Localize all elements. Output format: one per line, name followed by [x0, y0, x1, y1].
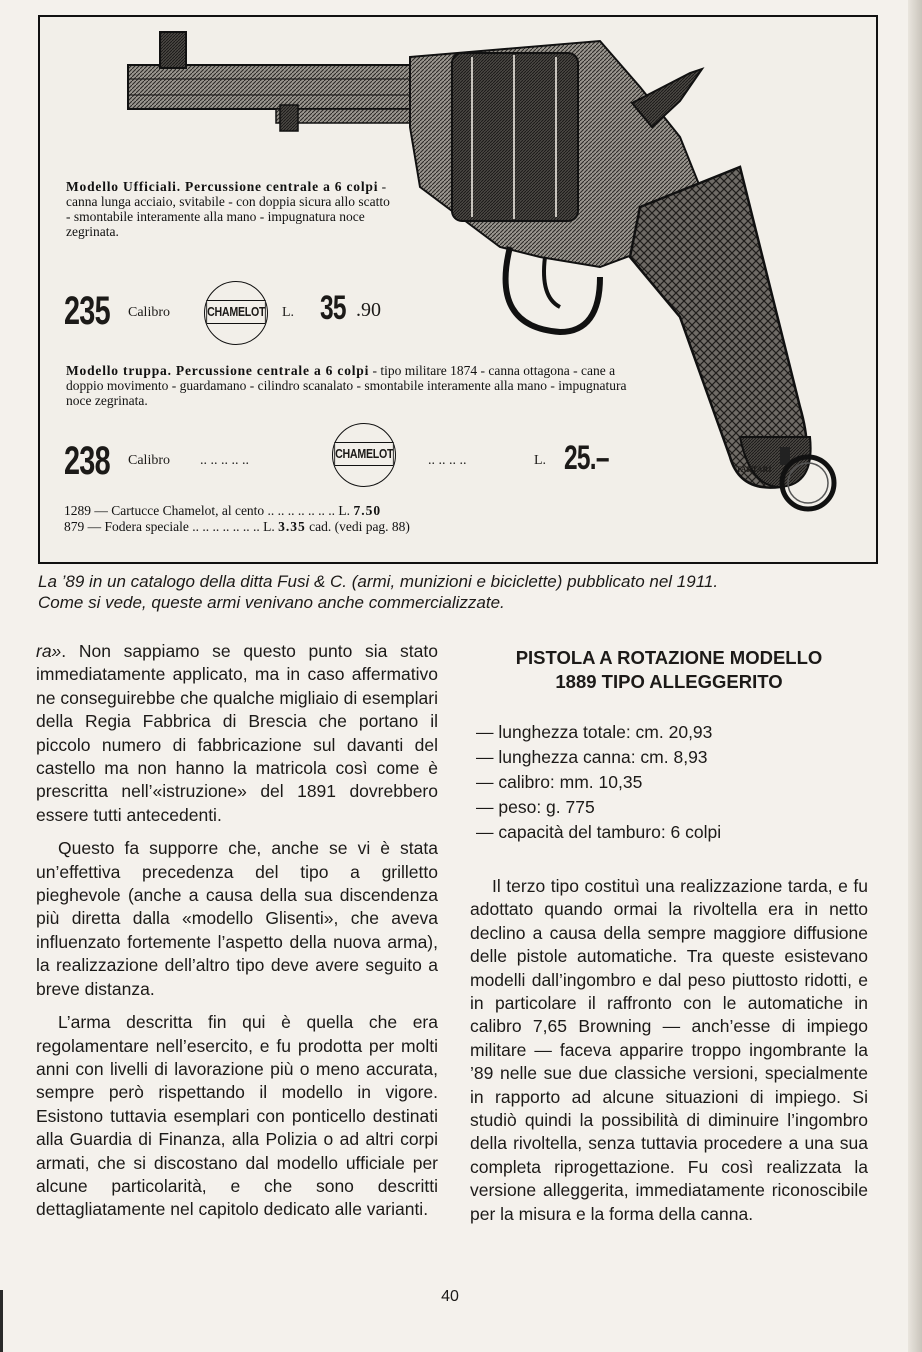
price-value: 25.–: [564, 439, 609, 477]
entry-description: - canna lunga acciaio, svitabile - con doppia sicura allo scatto - smontabile interamente alla mano - impugnatura noce zegrinata.: [66, 179, 390, 239]
figure-caption: La ’89 in un catalogo della ditta Fusi & C. (armi, munizioni e biciclette) pubblicato nel 1911. Come si vede, queste armi venivano anche commercializzate.: [38, 572, 719, 612]
paragraph: L’arma descritta fin qui è quella che era regolamentare nell’esercito, e fu prodotta per molti anni con livelli di lavorazione più o meno accurata, sempre però rispettando il modello in vigore. Esistono tuttavia esemplari con ponticello destinati alla Guardia di Finanza, alla Polizia o ad altri corpi armati, che si discostano dal modello ufficiale per alcune particolarità, e che sono descritti dettagliatamente nel capitolo dedicato alle varianti.: [36, 1012, 438, 1220]
price-cents: .90: [356, 299, 381, 321]
spec-list: [476, 720, 868, 845]
paragraph: Questo fa supporre che, anche se vi è stata un’effettiva precedenza del tipo a grilletto pieghevole (anche a causa della sua discendenza più diretta dalla «modello Glisenti», che aveva influenzato fortemente l’aspetto della nuova arma), la realizzazione dell’altro tipo deve avere seguito a breve distanza.: [36, 838, 438, 999]
list-item: 1289 — Cartucce Chamelot, al cento .. .. .. .. .. .. .. L. 7.50: [64, 503, 382, 518]
left-column: [36, 640, 438, 1222]
right-column: [470, 646, 868, 1226]
price-value: 35: [320, 289, 346, 327]
chamelot-stamp: CHAMELOT: [204, 281, 268, 345]
entry-heading: Modello truppa. Percussione centrale a 6 colpi: [66, 363, 370, 378]
engraver-mark: TARTARI: [736, 465, 772, 474]
paragraph: Il terzo tipo costituì una realizzazione tarda, e fu adottato quando ormai la rivoltella era in netto declino a causa della sempre maggiore diffusione delle pistole automatiche. Tra queste esistevano modelli dall’ingombro e dal peso piuttosto ridotti, e in particolare il raffronto con le automatiche in calibro 7,65 Browning — anch’esse di impiego militare — faceva apparire troppo ingombrante la ’89 nelle sue due classiche versioni, specialmente in rapporto ad alcune situazioni di impiego. Si studiò quindi la possibilità di diminuire l’ingombro della rivoltella, senza tuttavia procedere a una sua completa riprogettazione. Fu così realizzata la versione alleggerita, immediatamente riconoscibile per la misura e la forma della canna.: [470, 876, 868, 1224]
catalog-illustration: [38, 15, 878, 564]
leader-dots: .. .. .. ..: [428, 453, 467, 468]
entry-heading: Modello Ufficiali. Percussione centrale a 6 colpi: [66, 179, 379, 194]
section-title: PISTOLA A ROTAZIONE MODELLO 1889 TIPO ALLEGGERITO: [515, 647, 823, 692]
catalog-entry-ufficiali: [66, 179, 396, 239]
spec-item: — calibro: mm. 10,35: [476, 770, 868, 795]
spec-item: — capacità del tamburo: 6 colpi: [476, 820, 868, 845]
accessory-list: [64, 503, 684, 535]
page-number: 40: [441, 1288, 459, 1305]
list-item: 879 — Fodera speciale .. .. .. .. .. .. .. L. 3.35 cad. (vedi pag. 88): [64, 519, 410, 534]
calibro-label: Calibro: [128, 453, 170, 468]
catalog-number: 238: [64, 439, 110, 483]
price-prefix: L.: [534, 453, 547, 468]
spec-item: — lunghezza totale: cm. 20,93: [476, 720, 868, 745]
calibro-label: Calibro: [128, 305, 170, 320]
leader-dots: .. .. .. .. ..: [200, 453, 249, 468]
page-edge: [908, 0, 922, 1352]
spec-item: — lunghezza canna: cm. 8,93: [476, 745, 868, 770]
price-row-235: [64, 287, 424, 337]
spec-item: — peso: g. 775: [476, 795, 868, 820]
chamelot-stamp: CHAMELOT: [332, 423, 396, 487]
price-prefix: L.: [282, 305, 295, 320]
price-row-238: [64, 435, 634, 489]
catalog-number: 235: [64, 289, 110, 333]
paragraph: ra». Non sappiamo se questo punto sia stato immediatamente applicato, ma in caso affermativo ne conseguirebbe che qualche migliaio di esemplari della Regia Fabbrica di Brescia che portano il piccolo numero di fabbricazione sul davanti del castello ma non hanno la matricola così come è prescritta nell’«istruzione» del 1891 dovrebbero essere tutti antecedenti.: [36, 641, 438, 825]
catalog-entry-truppa: [66, 363, 646, 408]
entry-description: - tipo militare 1874 - canna ottagona - cane a doppio movimento - guardamano - cilindro scanalato - smontabile interamente alla mano - impugnatura noce zegrinata.: [66, 363, 627, 408]
